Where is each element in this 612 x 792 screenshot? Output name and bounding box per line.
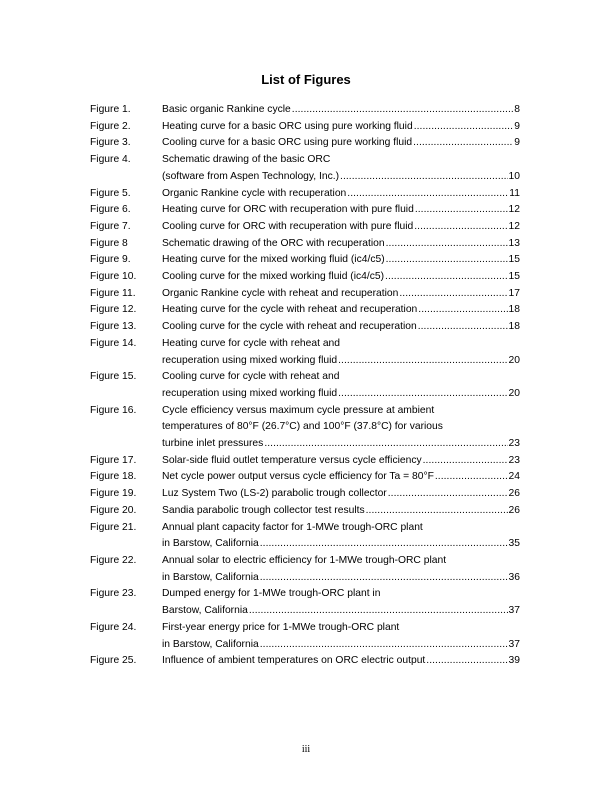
figure-entry[interactable]	[90, 503, 520, 520]
figure-caption	[162, 236, 520, 253]
caption-line: Cycle efficiency versus maximum cycle pressure at ambient	[162, 404, 435, 416]
dot-leader	[418, 319, 508, 336]
caption-last-line	[162, 286, 520, 303]
figure-label: Figure 17.	[90, 454, 137, 466]
figure-page-number[interactable]: 11	[509, 187, 520, 199]
caption-last-line	[162, 570, 520, 587]
figure-label: Figure 8	[90, 237, 128, 249]
figure-entry[interactable]	[90, 269, 520, 286]
caption-last-line	[162, 653, 520, 670]
caption-text: Sandia parabolic trough collector test results	[162, 504, 365, 516]
caption-text: Influence of ambient temperatures on ORC electric output	[162, 655, 426, 667]
caption-last-line	[162, 102, 520, 119]
figure-entry[interactable]	[90, 453, 520, 470]
figure-entry[interactable]	[90, 302, 520, 319]
figure-entry[interactable]	[90, 186, 520, 203]
figure-page-number[interactable]: 18	[508, 321, 520, 333]
dot-leader	[338, 386, 507, 403]
figure-label: Figure 11.	[90, 287, 136, 299]
figure-page-number[interactable]: 12	[508, 220, 520, 232]
figure-label: Figure 19.	[90, 488, 137, 500]
dot-leader	[366, 503, 508, 520]
caption-text: Heating curve for ORC with recuperation with pure fluid	[162, 204, 414, 216]
figure-entry[interactable]	[90, 286, 520, 303]
dot-leader	[435, 469, 508, 486]
caption-text: Organic Rankine cycle with reheat and recuperation	[162, 287, 399, 299]
caption-text: Schematic drawing of the ORC with recuperation	[162, 237, 385, 249]
caption-text: turbine inlet pressures	[162, 438, 264, 450]
caption-last-line	[162, 269, 520, 286]
figure-caption	[162, 202, 520, 219]
figure-page-number[interactable]: 10	[508, 170, 520, 182]
figure-page-number[interactable]: 18	[508, 304, 520, 316]
figure-page-number[interactable]: 20	[508, 387, 520, 399]
caption-line: Heating curve for cycle with reheat and	[162, 337, 340, 349]
caption-line: Annual solar to electric efficiency for 1-MWe trough-ORC plant	[162, 554, 447, 566]
figure-entry[interactable]	[90, 403, 520, 453]
figure-label: Figure 7.	[90, 220, 131, 232]
figure-label: Figure 6.	[90, 204, 131, 216]
caption-text: recuperation using mixed working fluid	[162, 354, 338, 366]
caption-last-line	[162, 219, 520, 236]
figure-caption	[162, 252, 520, 269]
figure-caption	[162, 503, 520, 520]
figure-page-number[interactable]: 13	[508, 237, 520, 249]
dot-leader	[260, 570, 508, 587]
dot-leader	[340, 169, 507, 186]
figure-entry[interactable]	[90, 486, 520, 503]
figure-caption	[162, 469, 520, 486]
figure-caption	[162, 553, 520, 586]
figure-label: Figure 24.	[90, 621, 137, 633]
caption-last-line	[162, 186, 520, 203]
caption-last-line	[162, 603, 520, 620]
figure-page-number[interactable]: 17	[508, 287, 520, 299]
figure-caption	[162, 369, 520, 402]
figure-page-number[interactable]: 12	[508, 204, 520, 216]
caption-last-line	[162, 453, 520, 470]
figure-entry[interactable]	[90, 252, 520, 269]
figure-page-number[interactable]: 20	[508, 354, 520, 366]
dot-leader	[385, 269, 507, 286]
caption-text: Luz System Two (LS-2) parabolic trough collector	[162, 488, 387, 500]
dot-leader	[388, 486, 508, 503]
caption-last-line	[162, 236, 520, 253]
figure-list	[90, 102, 520, 670]
caption-last-line	[162, 503, 520, 520]
caption-text: Net cycle power output versus cycle efficiency for Ta = 80°F	[162, 471, 434, 483]
caption-line: Schematic drawing of the basic ORC	[162, 154, 331, 166]
caption-last-line	[162, 169, 520, 186]
figure-caption	[162, 403, 520, 453]
caption-last-line	[162, 202, 520, 219]
dot-leader	[338, 353, 507, 370]
dot-leader	[386, 236, 508, 253]
figure-entry[interactable]	[90, 152, 520, 185]
figure-entry[interactable]	[90, 620, 520, 653]
caption-last-line	[162, 486, 520, 503]
caption-last-line	[162, 436, 520, 453]
figure-caption	[162, 586, 520, 619]
figure-label: Figure 4.	[90, 154, 131, 166]
figure-label: Figure 3.	[90, 137, 131, 149]
figure-label: Figure 20.	[90, 504, 137, 516]
figure-caption	[162, 653, 520, 670]
figure-entry[interactable]	[90, 236, 520, 253]
dot-leader	[399, 286, 507, 303]
figure-page-number[interactable]: 37	[508, 638, 520, 650]
dot-leader	[423, 453, 508, 470]
figure-label: Figure 14.	[90, 337, 137, 349]
caption-last-line	[162, 353, 520, 370]
figure-page-number[interactable]: 35	[508, 538, 520, 550]
figure-caption	[162, 520, 520, 553]
caption-text: in Barstow, California	[162, 638, 259, 650]
figure-label: Figure 15.	[90, 371, 137, 383]
dot-leader	[414, 119, 514, 136]
figure-entry[interactable]	[90, 336, 520, 369]
caption-last-line	[162, 386, 520, 403]
page-title: List of Figures	[261, 72, 351, 87]
figure-entry[interactable]	[90, 586, 520, 619]
figure-entry[interactable]	[90, 469, 520, 486]
caption-text: in Barstow, California	[162, 538, 259, 550]
figure-caption	[162, 286, 520, 303]
caption-text: Cooling curve for ORC with recuperation with pure fluid	[162, 220, 414, 232]
caption-line: Cooling curve for cycle with reheat and	[162, 371, 340, 383]
caption-last-line	[162, 302, 520, 319]
figure-entry[interactable]	[90, 520, 520, 553]
dot-leader	[264, 436, 507, 453]
caption-line: temperatures of 80°F (26.7°C) and 100°F (37.8°C) for various	[162, 421, 443, 433]
caption-line: Dumped energy for 1-MWe trough-ORC plant in	[162, 588, 381, 600]
figure-label: Figure 18.	[90, 471, 137, 483]
figure-label: Figure 10.	[90, 271, 137, 283]
figure-page-number[interactable]: 36	[508, 571, 520, 583]
figure-entry[interactable]	[90, 119, 520, 136]
figure-caption	[162, 269, 520, 286]
figure-page-number[interactable]: 15	[508, 271, 520, 283]
caption-text: Barstow, California	[162, 605, 248, 617]
caption-text: Basic organic Rankine cycle	[162, 104, 291, 115]
caption-last-line	[162, 536, 520, 553]
figure-label: Figure 1.	[90, 104, 131, 115]
figure-label: Figure 21.	[90, 521, 137, 533]
figure-label: Figure 13.	[90, 321, 137, 333]
caption-text: Heating curve for the mixed working fluid (ic4/c5)	[162, 254, 385, 266]
dot-leader	[386, 252, 508, 269]
caption-last-line	[162, 119, 520, 136]
dot-leader	[415, 202, 508, 219]
dot-leader	[249, 603, 508, 620]
caption-text: (software from Aspen Technology, Inc.)	[162, 170, 340, 182]
figure-entry[interactable]	[90, 219, 520, 236]
figure-label: Figure 23.	[90, 588, 137, 600]
figure-caption	[162, 119, 520, 136]
figure-label: Figure 9.	[90, 254, 131, 266]
figure-caption	[162, 302, 520, 319]
figure-caption	[162, 336, 520, 369]
caption-last-line	[162, 135, 520, 152]
figure-page-number[interactable]: 15	[508, 254, 520, 266]
figure-entry[interactable]	[90, 102, 520, 119]
figure-caption	[162, 319, 520, 336]
figure-caption	[162, 219, 520, 236]
caption-text: in Barstow, California	[162, 571, 259, 583]
figure-entry[interactable]	[90, 202, 520, 219]
figure-page-number[interactable]: 24	[508, 471, 520, 483]
dot-leader	[347, 186, 508, 203]
figure-page-number[interactable]: 37	[508, 605, 520, 617]
caption-text: Cooling curve for a basic ORC using pure working fluid	[162, 137, 413, 149]
figure-label: Figure 2.	[90, 120, 131, 132]
dot-leader	[413, 135, 513, 152]
dot-leader	[418, 302, 507, 319]
dot-leader	[414, 219, 507, 236]
caption-text: Solar-side fluid outlet temperature versus cycle efficiency	[162, 454, 422, 466]
figure-caption	[162, 486, 520, 503]
figure-label: Figure 16.	[90, 404, 137, 416]
figure-label: Figure 25.	[90, 655, 137, 667]
dot-leader	[426, 653, 507, 670]
caption-text: recuperation using mixed working fluid	[162, 387, 338, 399]
figure-caption	[162, 135, 520, 152]
figure-entry[interactable]	[90, 553, 520, 586]
caption-last-line	[162, 469, 520, 486]
dot-leader	[260, 536, 508, 553]
figure-page-number[interactable]: 23	[508, 438, 520, 450]
figure-page-number[interactable]: 9	[514, 137, 520, 149]
caption-last-line	[162, 319, 520, 336]
figure-entry[interactable]	[90, 319, 520, 336]
figure-page-number[interactable]: 26	[508, 488, 520, 500]
caption-text: Heating curve for a basic ORC using pure working fluid	[162, 120, 413, 132]
dot-leader	[292, 102, 513, 119]
figure-label: Figure 5.	[90, 187, 131, 199]
caption-text: Heating curve for the cycle with reheat and recuperation	[162, 304, 418, 316]
figure-label: Figure 22.	[90, 554, 137, 566]
figure-label: Figure 12.	[90, 304, 137, 316]
figure-entry[interactable]	[90, 135, 520, 152]
caption-line: First-year energy price for 1-MWe trough-ORC plant	[162, 621, 400, 633]
figure-page-number[interactable]: 23	[508, 454, 520, 466]
figure-caption	[162, 453, 520, 470]
figure-caption	[162, 186, 520, 203]
figure-entry[interactable]	[90, 653, 520, 670]
caption-last-line	[162, 252, 520, 269]
figure-page-number[interactable]: 8	[514, 104, 520, 115]
figure-entry[interactable]	[90, 369, 520, 402]
figure-caption	[162, 102, 520, 119]
figure-caption	[162, 152, 520, 185]
figure-page-number[interactable]: 26	[508, 504, 520, 516]
figure-caption	[162, 620, 520, 653]
caption-text: Cooling curve for the cycle with reheat and recuperation	[162, 321, 417, 333]
page-number: iii	[301, 744, 311, 755]
caption-text: Organic Rankine cycle with recuperation	[162, 187, 347, 199]
caption-line: Annual plant capacity factor for 1-MWe trough-ORC plant	[162, 521, 423, 533]
figure-page-number[interactable]: 9	[514, 120, 520, 132]
figure-page-number[interactable]: 39	[508, 655, 520, 667]
caption-last-line	[162, 637, 520, 654]
dot-leader	[260, 637, 508, 654]
caption-text: Cooling curve for the mixed working fluid (ic4/c5)	[162, 271, 385, 283]
